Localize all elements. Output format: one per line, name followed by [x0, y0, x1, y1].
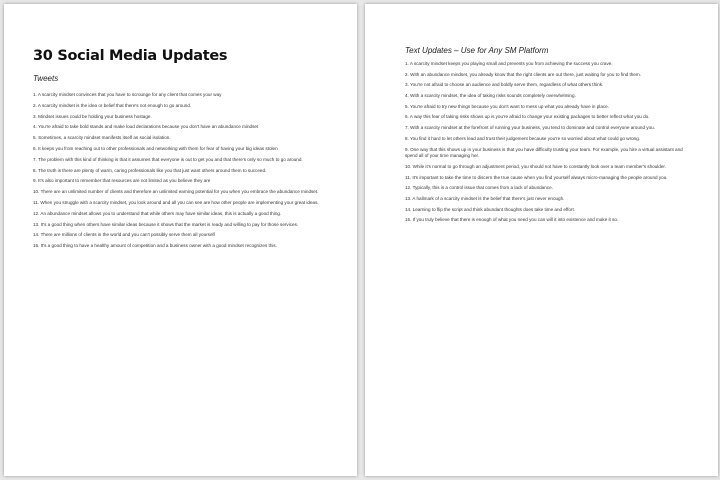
list-item: 5. Sometimes, a scarcity mindset manifests itself as social isolation. — [33, 135, 171, 141]
document-page-right — [365, 4, 718, 476]
list-item: 7. With a scarcity mindset at the forefront of running your business, you tend to dominate and control everyone around you. — [405, 125, 655, 131]
list-item: 3. Mindset issues could be holding your business hostage. — [33, 113, 152, 119]
list-item: 11. When you struggle with a scarcity mindset, you look around and all you can see are how other people are implementing your great ideas. — [33, 199, 319, 205]
list-item: 7. The problem with this kind of thinking is that it assumes that everyone is out to get you and that there's only so much to go around. — [33, 156, 303, 162]
list-item: 10. While it's normal to go through an adjustment period, you should not have to constantly look over a team member's shoulder. — [405, 163, 666, 169]
list-item: 2. A scarcity mindset is the idea or belief that there's not enough to go around. — [33, 102, 192, 108]
list-item: 6. It keeps you from reaching out to other professionals and networking with them for fear of having your big ideas stolen — [33, 145, 278, 151]
list-item: 1. A scarcity mindset keeps you playing small and prevents you from achieving the success you crave. — [405, 61, 613, 66]
list-item: 14. There are millions of clients in the world and you can't possibly serve them all yourself — [33, 232, 215, 238]
list-item: 5. You're afraid to try new things because you don't want to mess up what you already have in place. — [405, 103, 610, 109]
document-title: 30 Social Media Updates — [33, 48, 228, 64]
list-item: 12. An abundance mindset allows you to understand that while others may have similar ideas, this is actually a good thing. — [33, 210, 282, 216]
list-item: 3. You're not afraid to choose an audience and boldly serve them, regardless of what others think. — [405, 82, 604, 88]
list-item: 1. A scarcity mindset convinces that you have to scrounge for any client that comes your way — [33, 92, 222, 97]
section-title-tweets: Tweets — [33, 74, 59, 83]
list-item: 4. With a scarcity mindset, the idea of taking risks sounds completely overwhelming. — [405, 93, 576, 99]
list-item: 2. With an abundance mindset, you already know that the right clients are out there, just waiting for you to find them. — [405, 71, 641, 77]
list-item: 8. You find it hard to let others lead and trust their judgement because you're so worried about what could go wrong. — [405, 135, 641, 141]
list-item: 12. Typically, this is a control issue that comes from a lack of abundance. — [405, 185, 553, 191]
list-item: 15. It's a good thing to have a healthy amount of competition and a business owner with a good mindset recognizes this. — [33, 243, 277, 249]
list-item: 6. A way this fear of taking risks shows up is you're afraid to change your existing packages to better reflect what you do. — [405, 114, 650, 120]
list-item: 13. A hallmark of a scarcity mindset is the belief that there's just never enough. — [405, 196, 565, 202]
list-item: 9. One way that this shows up in your business is that you have difficulty trusting your team. For example, you hire a virtual assistant and spend all of your time managing her. — [405, 146, 683, 159]
list-item: 11. It's important to take the time to discern the true cause when you find yourself always micro-managing the people around you. — [405, 174, 668, 180]
list-item: 14. Learning to flip the script and think abundant thoughts does take time and effort. — [405, 206, 575, 212]
list-item: 15. If you truly believe that there is enough of what you need you can will it into existence and make it so. — [405, 217, 619, 223]
section-title-text-updates: Text Updates – Use for Any SM Platform — [405, 46, 549, 55]
list-item: 8. The truth is there are plenty of warm, caring professionals like you that just want others around them to succeed. — [33, 167, 267, 173]
list-item: 4. You're afraid to take bold stands and make loud declarations because you don't have an abundance mindset — [33, 124, 259, 130]
text-updates-list — [405, 61, 692, 224]
tweets-list — [33, 92, 331, 250]
list-item: 10. There are an unlimited number of clients and therefore an unlimited earning potential for you when you embrace the abundance mindset. — [33, 189, 319, 195]
document-page-left — [4, 4, 357, 476]
list-item: 13. It's a good thing when others have similar ideas because it shows that the market is ready and willing to pay for those services. — [33, 221, 299, 227]
list-item: 9. It's also important to remember that resources are not limited as you believe they are — [33, 178, 211, 184]
